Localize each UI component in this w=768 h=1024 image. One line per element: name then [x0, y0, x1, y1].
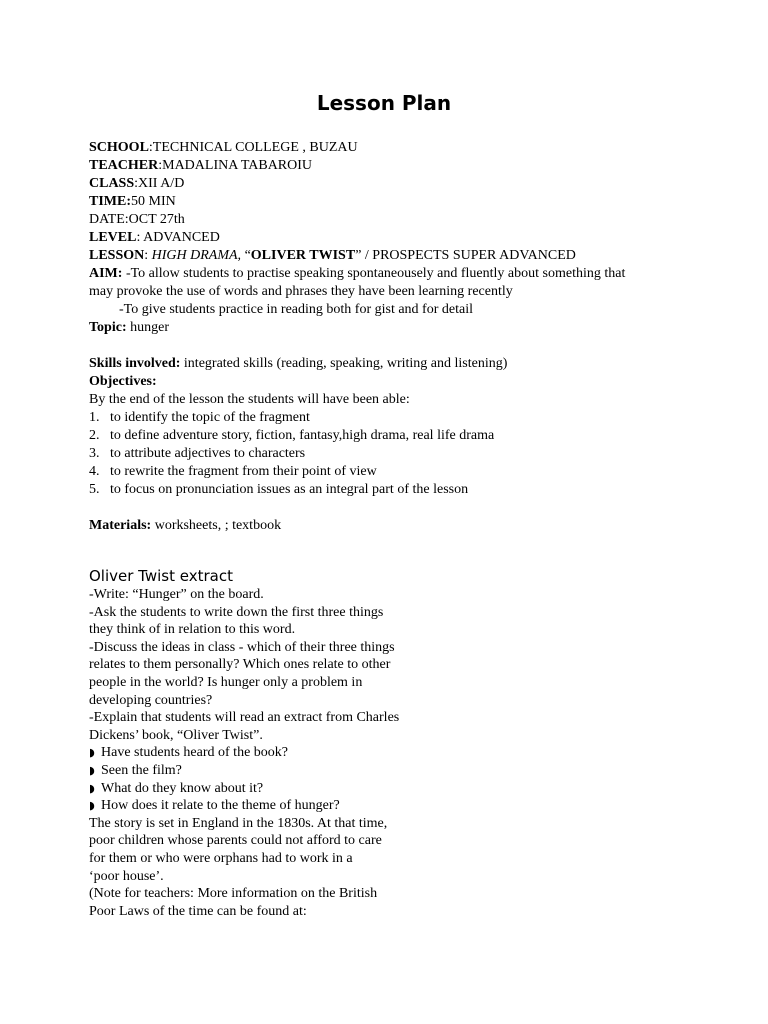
extract-line: -Explain that students will read an extract from Charles — [89, 710, 400, 726]
topic-value: hunger — [126, 320, 169, 335]
objective-text: to define adventure story, fiction, fantasy,high drama, real life drama — [110, 428, 495, 443]
spacer — [89, 337, 709, 355]
extract-line: The story is set in England in the 1830s. At that time, — [89, 815, 388, 831]
extract-body — [89, 586, 449, 920]
objective-item — [89, 427, 709, 445]
bullet-text: What do they know about it? — [101, 780, 264, 796]
extract-line: -Write: “Hunger” on the board. — [89, 587, 264, 602]
aim-line-2: may provoke the use of words and phrases they have been learning recently — [89, 284, 513, 299]
extract-line: -Ask the students to write down the first three things — [89, 604, 384, 620]
bullet-text: Have students heard of the book? — [101, 745, 288, 761]
extract-line: Dickens’ book, “Oliver Twist”. — [89, 727, 263, 743]
extract-line: relates to them personally? Which ones relate to other — [89, 657, 391, 673]
lesson-genre: HIGH DRAMA, — [151, 248, 242, 263]
teacher-label: TEACHER — [89, 158, 159, 173]
objective-number: 2. — [89, 428, 100, 443]
objective-text: to focus on pronunciation issues as an integral part of the lesson — [110, 482, 469, 497]
extract-line: (Note for teachers: More information on the British — [89, 886, 378, 902]
extract-line: people in the world? Is hunger only a problem in — [89, 674, 363, 690]
extract-line: Poor Laws of the time can be found at: — [89, 903, 307, 919]
teacher-value: :MADALINA TABAROIU — [158, 158, 313, 173]
topic-line — [89, 319, 709, 337]
level-line — [89, 229, 709, 247]
skills-label: Skills involved: — [89, 356, 181, 371]
lesson-book-title: OLIVER TWIST — [250, 248, 356, 263]
materials-value: worksheets, ; textbook — [151, 518, 282, 533]
extract-line: poor children whose parents could not afford to care — [89, 833, 382, 849]
lesson-label: LESSON — [89, 248, 145, 263]
objective-item — [89, 481, 709, 499]
level-value: : ADVANCED — [136, 230, 220, 245]
lesson-sep: : — [144, 248, 152, 263]
aim-text-1: -To allow students to practise speaking spontaneousely and fluently about something that — [122, 266, 626, 281]
class-value: :XII A/D — [134, 176, 185, 191]
bullet-text: Seen the film? — [101, 762, 182, 778]
spacer — [89, 499, 709, 517]
bullet-icon: ◗ — [89, 781, 95, 795]
school-label: SCHOOL — [89, 140, 149, 155]
bullet-icon: ◗ — [89, 799, 95, 813]
teacher-line — [89, 157, 709, 175]
time-label: TIME: — [89, 194, 131, 209]
bullet-icon: ◗ — [89, 763, 95, 777]
bullet-item — [89, 744, 449, 762]
class-label: CLASS — [89, 176, 135, 191]
extract-line: ‘poor house’. — [89, 868, 164, 884]
extract-line: for them or who were orphans had to work in a — [89, 850, 353, 866]
bullet-icon: ◗ — [89, 746, 95, 760]
school-line — [89, 139, 709, 157]
objective-text: to identify the topic of the fragment — [110, 410, 310, 425]
objective-item — [89, 409, 709, 427]
objective-text: to attribute adjectives to characters — [110, 446, 306, 461]
aim-line-3: -To give students practice in reading both for gist and for detail — [119, 302, 473, 317]
extract-line: -Discuss the ideas in class - which of their three things — [89, 639, 395, 655]
lesson-rest: ” / PROSPECTS SUPER ADVANCED — [355, 248, 576, 263]
skills-value: integrated skills (reading, speaking, writing and listening) — [180, 356, 508, 371]
bullet-item — [89, 762, 449, 780]
date-line: DATE:OCT 27th — [89, 212, 185, 227]
extract-line: they think of in relation to this word. — [89, 622, 296, 638]
objective-text: to rewrite the fragment from their point of view — [110, 464, 377, 479]
objective-number: 4. — [89, 464, 100, 479]
materials-label: Materials: — [89, 518, 152, 533]
objectives-intro: By the end of the lesson the students will have been able: — [89, 392, 410, 407]
objective-number: 1. — [89, 410, 100, 425]
class-line — [89, 175, 709, 193]
bullet-item — [89, 780, 449, 798]
bullet-text: How does it relate to the theme of hunger? — [101, 798, 340, 814]
page-title: Lesson Plan — [316, 91, 452, 115]
skills-line — [89, 355, 709, 373]
aim-line-1 — [89, 265, 709, 283]
extract-line: developing countries? — [89, 692, 213, 708]
school-value: :TECHNICAL COLLEGE , BUZAU — [148, 140, 358, 155]
lesson-header — [89, 139, 709, 535]
aim-label: AIM: — [89, 266, 123, 281]
bullet-item — [89, 797, 449, 815]
objective-item — [89, 445, 709, 463]
lesson-quote-open: “ — [241, 248, 251, 263]
level-label: LEVEL — [89, 230, 137, 245]
objective-item — [89, 463, 709, 481]
materials-line — [89, 517, 709, 535]
objectives-label: Objectives: — [89, 374, 157, 389]
time-value: 50 MIN — [131, 194, 176, 209]
time-line — [89, 193, 709, 211]
objective-number: 3. — [89, 446, 100, 461]
lesson-line — [89, 247, 709, 265]
extract-heading: Oliver Twist extract — [89, 567, 233, 585]
objective-number: 5. — [89, 482, 100, 497]
topic-label: Topic: — [89, 320, 127, 335]
